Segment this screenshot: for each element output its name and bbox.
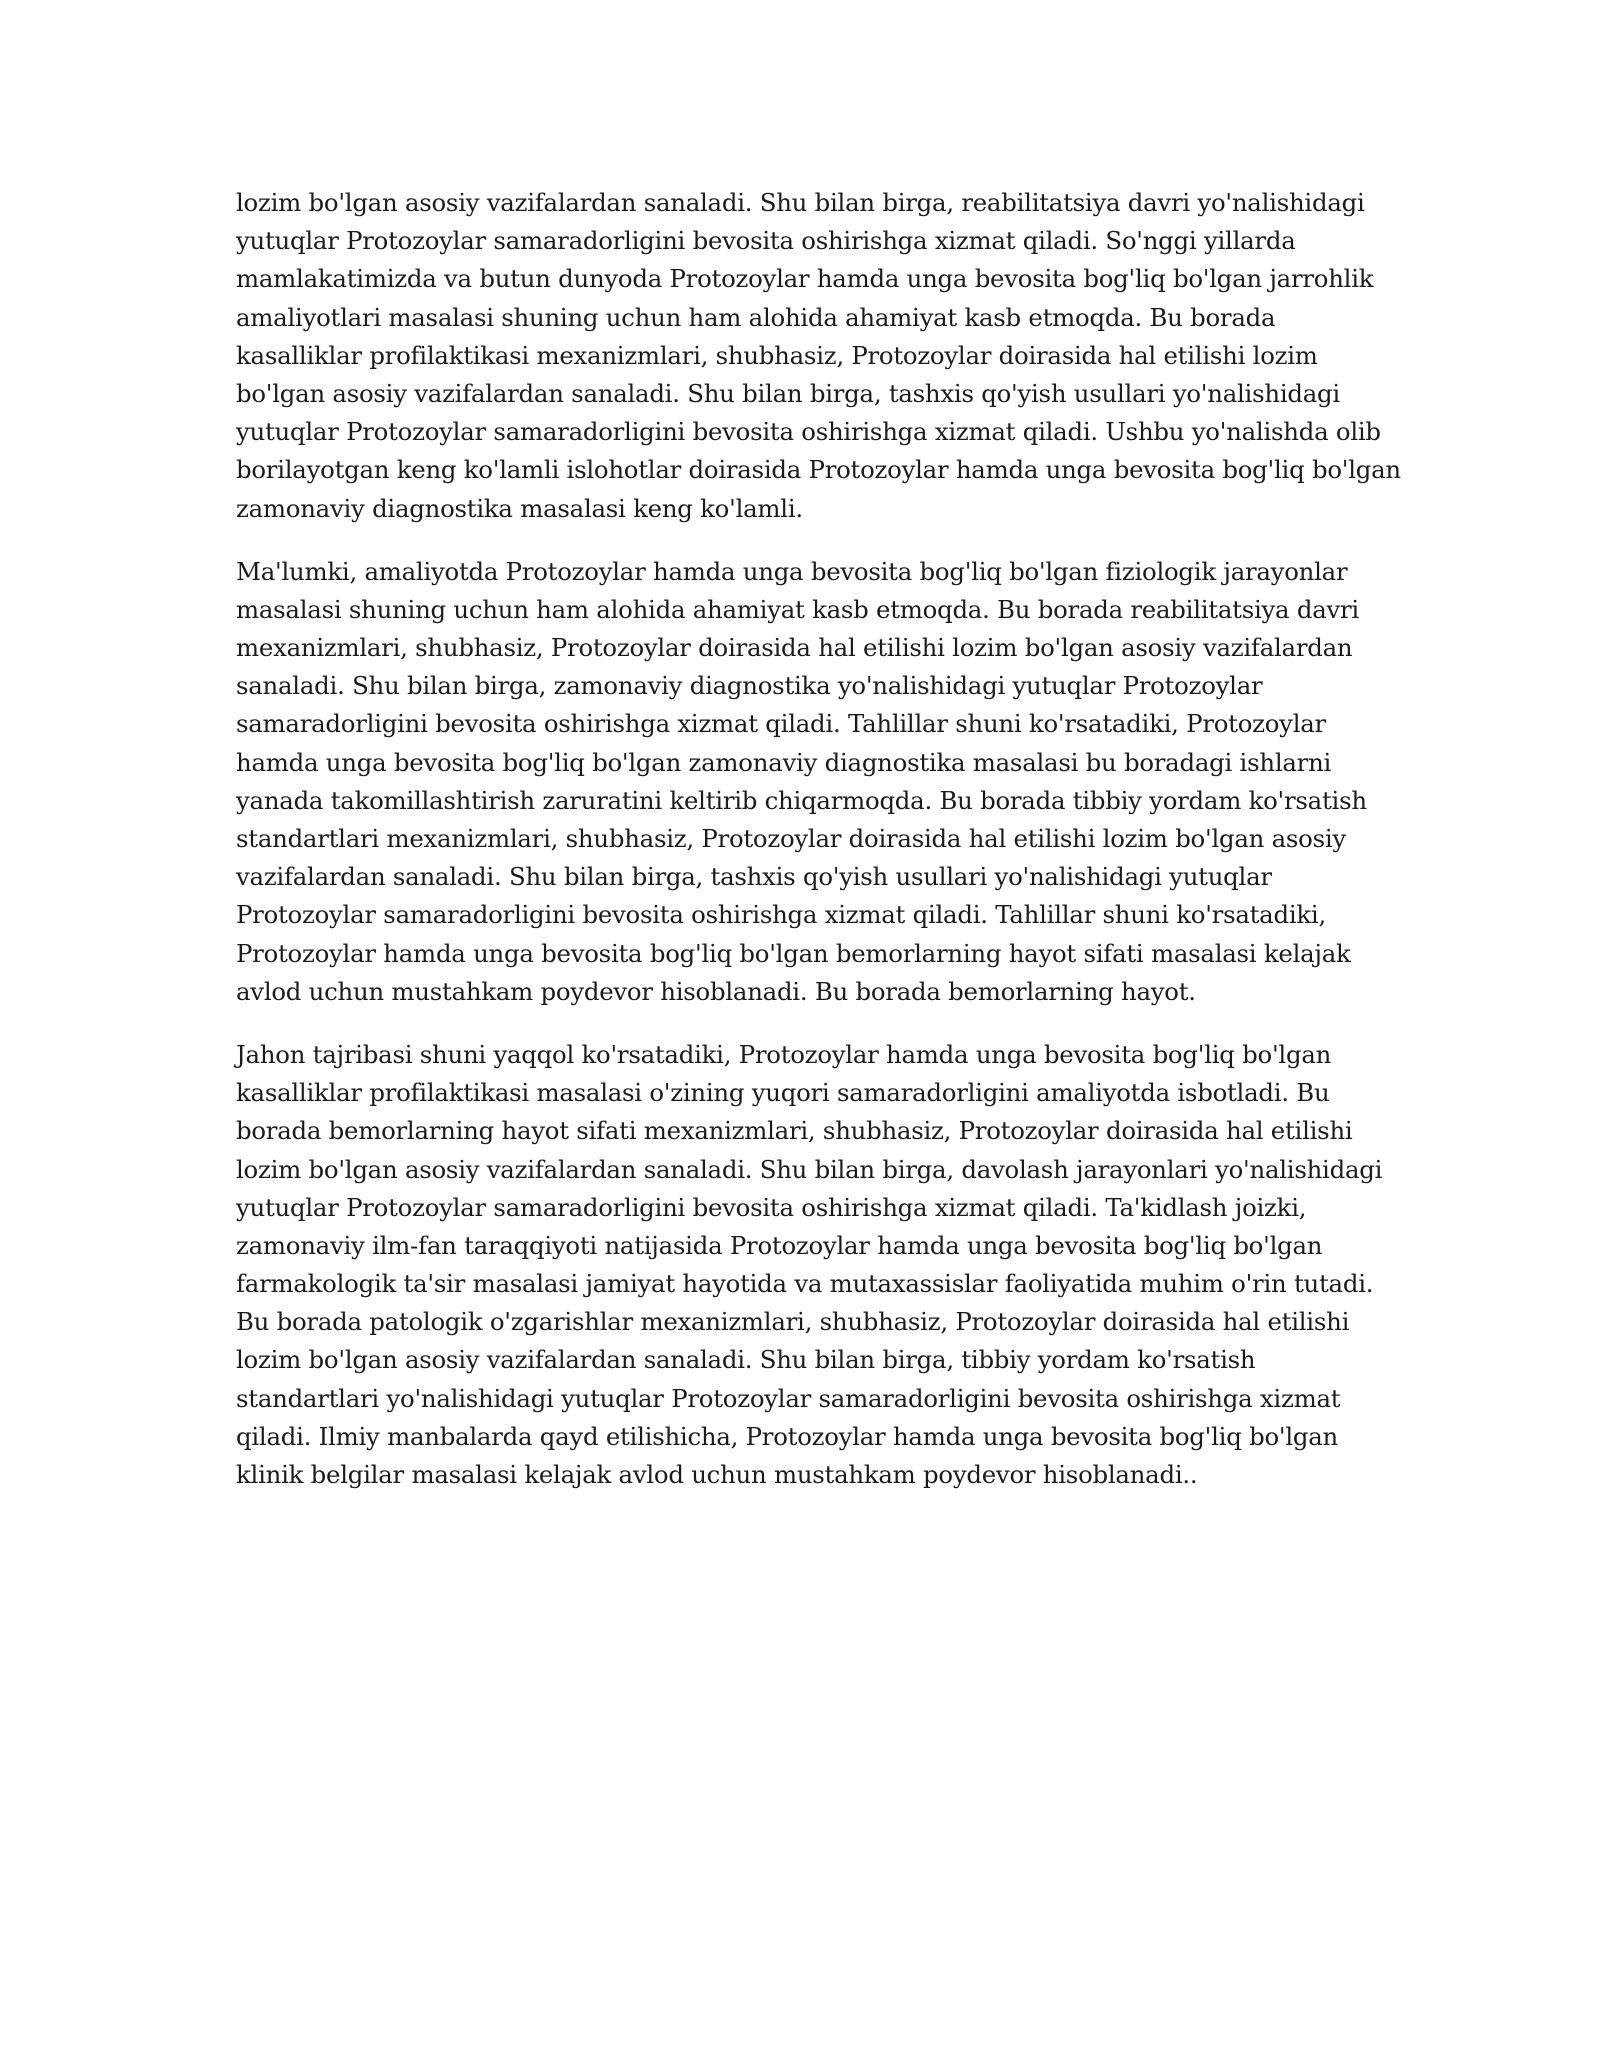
- text-line: Protozoylar hamda unga bevosita bog'liq bo'lgan bemorlarning hayot sifati masalasi kelajak: [236, 938, 1351, 968]
- text-line: Bu borada patologik o'zgarishlar mexanizmlari, shubhasiz, Protozoylar doirasida hal etilishi: [236, 1307, 1350, 1337]
- text-line: vazifalardan sanaladi. Shu bilan birga, tashxis qo'yish usullari yo'nalishidagi yutuqlar: [236, 862, 1272, 892]
- text-line: kasalliklar profilaktikasi mexanizmlari, shubhasiz, Protozoylar doirasida hal etilishi lozim: [236, 340, 1318, 370]
- text-line: amaliyotlari masalasi shuning uchun ham alohida ahamiyat kasb etmoqda. Bu borada: [236, 302, 1276, 332]
- paragraph-2: [236, 553, 1381, 1011]
- text-line: yanada takomillashtirish zaruratini keltirib chiqarmoqda. Bu borada tibbiy yordam ko'rsatish: [236, 785, 1367, 815]
- text-line: kasalliklar profilaktikasi masalasi o'zining yuqori samaradorligini amaliyotda isbotladi. Bu: [236, 1078, 1330, 1108]
- text-line: borada bemorlarning hayot sifati mexanizmlari, shubhasiz, Protozoylar doirasida hal etilishi: [236, 1116, 1353, 1146]
- text-line: yutuqlar Protozoylar samaradorligini bevosita oshirishga xizmat qiladi. Ushbu yo'nalishda olib: [236, 417, 1381, 447]
- text-line: qiladi. Ilmiy manbalarda qayd etilishicha, Protozoylar hamda unga bevosita bog'liq bo'lgan: [236, 1421, 1338, 1451]
- text-line: klinik belgilar masalasi kelajak avlod uchun mustahkam poydevor hisoblanadi..: [236, 1460, 1198, 1489]
- text-line: sanaladi. Shu bilan birga, zamonaviy diagnostika yo'nalishidagi yutuqlar Protozoylar: [236, 671, 1263, 701]
- text-line: lozim bo'lgan asosiy vazifalardan sanaladi. Shu bilan birga, davolash jarayonlari yo'nalishidagi: [236, 1154, 1383, 1184]
- text-line: Ma'lumki, amaliyotda Protozoylar hamda unga bevosita bog'liq bo'lgan fiziologik jarayonlar: [236, 556, 1348, 586]
- text-line: standartlari yo'nalishidagi yutuqlar Protozoylar samaradorligini bevosita oshirishga xizmat: [236, 1383, 1341, 1413]
- paragraph-1: [236, 184, 1401, 528]
- text-line: mexanizmlari, shubhasiz, Protozoylar doirasida hal etilishi lozim bo'lgan asosiy vazifalardan: [236, 633, 1353, 663]
- text-line: zamonaviy ilm-fan taraqqiyoti natijasida Protozoylar hamda unga bevosita bog'liq bo'lgan: [236, 1230, 1323, 1260]
- text-line: masalasi shuning uchun ham alohida ahamiyat kasb etmoqda. Bu borada reabilitatsiya davri: [236, 594, 1359, 624]
- text-line: standartlari mexanizmlari, shubhasiz, Protozoylar doirasida hal etilishi lozim bo'lgan asosiy: [236, 824, 1346, 853]
- text-line: bo'lgan asosiy vazifalardan sanaladi. Shu bilan birga, tashxis qo'yish usullari yo'nalishidagi: [236, 378, 1340, 408]
- paragraph-3: [236, 1036, 1381, 1494]
- text-line: avlod uchun mustahkam poydevor hisoblanadi. Bu borada bemorlarning hayot.: [236, 976, 1196, 1006]
- text-line: mamlakatimizda va butun dunyoda Protozoylar hamda unga bevosita bog'liq bo'lgan jarrohlik: [236, 264, 1374, 294]
- text-line: borilayotgan keng ko'lamli islohotlar doirasida Protozoylar hamda unga bevosita bog'liq bo'lgan: [236, 455, 1401, 485]
- text-line: lozim bo'lgan asosiy vazifalardan sanaladi. Shu bilan birga, tibbiy yordam ko'rsatish: [236, 1345, 1256, 1375]
- text-line: Jahon tajribasi shuni yaqqol ko'rsatadiki, Protozoylar hamda unga bevosita bog'liq bo'lgan: [236, 1039, 1332, 1069]
- text-line: yutuqlar Protozoylar samaradorligini bevosita oshirishga xizmat qiladi. So'nggi yillarda: [236, 226, 1296, 256]
- text-line: lozim bo'lgan asosiy vazifalardan sanaladi. Shu bilan birga, reabilitatsiya davri yo'nalishidagi: [236, 188, 1365, 217]
- text-line: zamonaviy diagnostika masalasi keng ko'lamli.: [236, 493, 803, 523]
- text-line: Protozoylar samaradorligini bevosita oshirishga xizmat qiladi. Tahlillar shuni ko'rsatadiki,: [236, 900, 1326, 930]
- text-line: hamda unga bevosita bog'liq bo'lgan zamonaviy diagnostika masalasi bu boradagi ishlarni: [236, 747, 1332, 777]
- text-line: yutuqlar Protozoylar samaradorligini bevosita oshirishga xizmat qiladi. Ta'kidlash joizki,: [236, 1192, 1307, 1222]
- text-line: samaradorligini bevosita oshirishga xizmat qiladi. Tahlillar shuni ko'rsatadiki, Protozoylar: [236, 709, 1326, 739]
- text-line: farmakologik ta'sir masalasi jamiyat hayotida va mutaxassislar faoliyatida muhim o'rin tutadi.: [236, 1269, 1374, 1299]
- body-text: [236, 184, 1401, 1519]
